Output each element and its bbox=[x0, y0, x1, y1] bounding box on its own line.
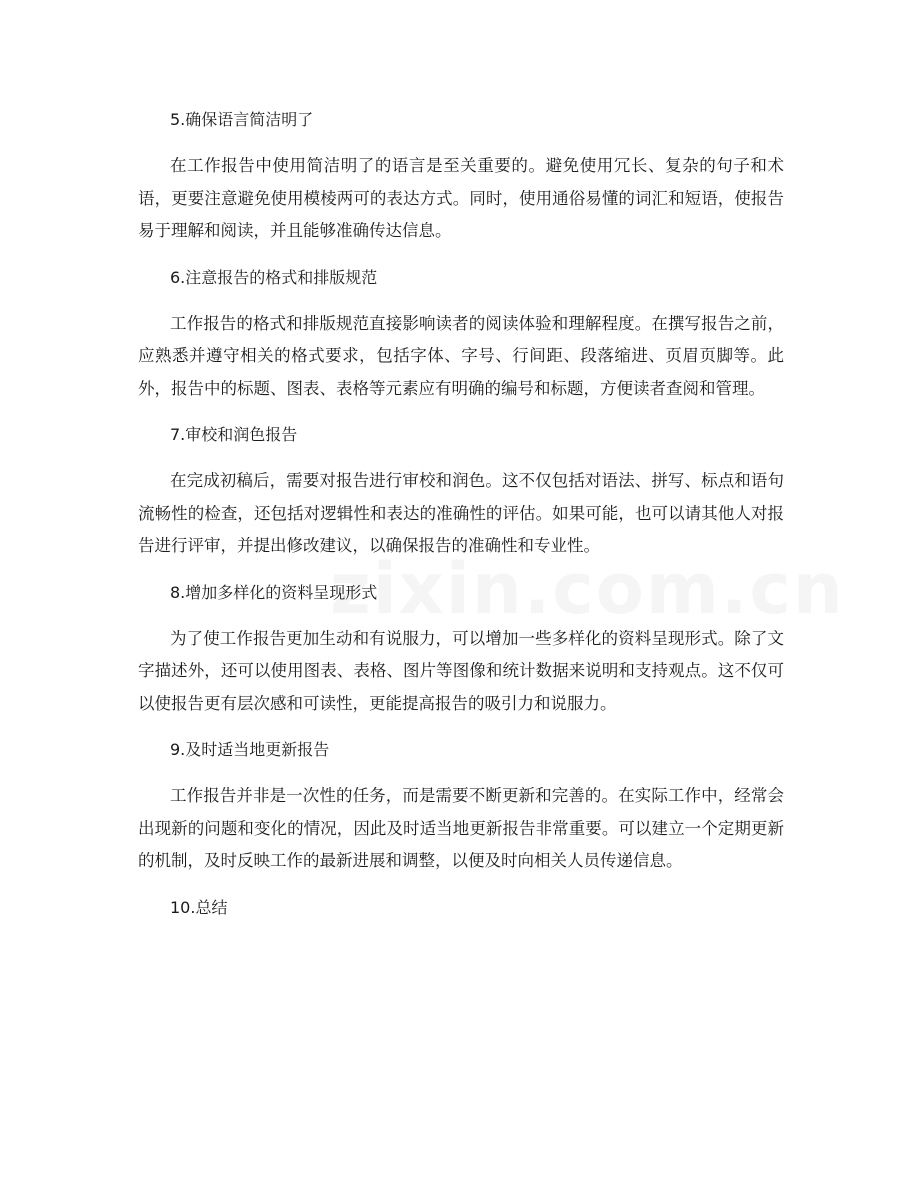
section-paragraph: 在工作报告中使用简洁明了的语言是至关重要的。避免使用冗长、复杂的句子和术语，更要注意避免使用模棱两可的表达方式。同时，使用通俗易懂的词汇和短语，使报告易于理解和阅读，并且能够准确传达信息。 bbox=[138, 156, 784, 240]
section-paragraph: 工作报告并非是一次性的任务，而是需要不断更新和完善的。在实际工作中，经常会出现新的问题和变化的情况，因此及时适当地更新报告非常重要。可以建立一个定期更新的机制，及时反映工作的最新进展和调整，以便及时向相关人员传递信息。 bbox=[138, 786, 784, 870]
section-paragraph: 在完成初稿后，需要对报告进行审校和润色。这不仅包括对语法、拼写、标点和语句流畅性的检查，还包括对逻辑性和表达的准确性的评估。如果可能，也可以请其他人对报告进行评审，并提出修改建议，以确保报告的准确性和专业性。 bbox=[138, 471, 784, 555]
document-body bbox=[138, 104, 784, 924]
section-heading: 5.确保语言简洁明了 bbox=[170, 110, 314, 129]
section-heading: 7.审校和润色报告 bbox=[170, 425, 298, 444]
section-heading: 8.增加多样化的资料呈现形式 bbox=[170, 582, 378, 602]
section-heading: 6.注意报告的格式和排版规范 bbox=[170, 267, 378, 287]
section-paragraph: 工作报告的格式和排版规范直接影响读者的阅读体验和理解程度。在撰写报告之前，应熟悉并遵守相关的格式要求，包括字体、字号、行间距、段落缩进、页眉页脚等。此外，报告中的标题、图表、表格等元素应有明确的编号和标题，方便读者查阅和管理。 bbox=[138, 313, 784, 398]
section-heading: 9.及时适当地更新报告 bbox=[170, 740, 330, 759]
watermark: zixin.com.cn bbox=[330, 548, 845, 630]
section-heading: 10.总结 bbox=[170, 897, 228, 917]
section-paragraph: 为了使工作报告更加生动和有说服力，可以增加一些多样化的资料呈现形式。除了文字描述外，还可以使用图表、表格、图片等图像和统计数据来说明和支持观点。这不仅可以使报告更有层次感和可读性，更能提高报告的吸引力和说服力。 bbox=[138, 628, 784, 713]
